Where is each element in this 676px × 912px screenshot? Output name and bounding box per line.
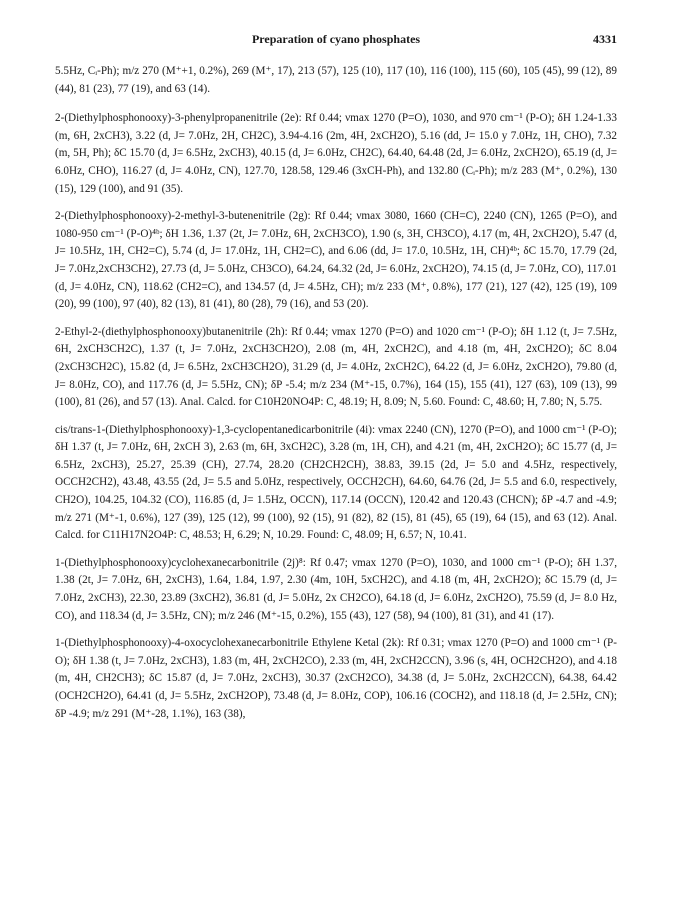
paragraph-compound-2k: 1-(Diethylphosphonooxy)-4-oxocyclohexanecarbonitrile Ethylene Ketal (2k): Rf 0.31; νmax 1270 (P=O) and 1000 cm⁻¹ (P-O); δH 1.38 (t, J= 7.0Hz, 2xCH3), 1.83 (m, 4H, 2xCH2CO), 2.33 (m, 4H, 2xCH2CCN), 3.96 (s, 4H, OCH2CH2O), and 4.18 (m, 4H, CH2CH3); δC 15.87 (d, J= 7.0Hz, 2xCH3), 30.37 (2xCH2CO), 34.38 (d, J= 5.0Hz, 2xCH2CCN), 64.38, 64.42 (OCH2CH2O), 64.41 (d, J= 5.5Hz, 2xCH2OP), 73.48 (d, J= 8.0Hz, COP), 106.16 (COCH2), and 118.18 (d, J= 2.5Hz, CN); δP -4.9; m/z 291 (M⁺-28, 1.1%), 163 (38), [55, 637, 617, 720]
paragraph-compound-2h: 2-Ethyl-2-(diethylphosphonooxy)butanenitrile (2h): Rf 0.44; νmax 1270 (P=O) and 1020 cm⁻¹ (P-O); δH 1.12 (t, J= 7.5Hz, 6H, 2xCH3CH2C), 1.37 (t, J= 7.0Hz, 2xCH3CH2O), 2.08 (m, 4H, 2xCH2C), and 4.18 (m, 4H, 2xCH2O); δC 8.04 (2xCH3CH2C), 15.82 (d, J= 6.5Hz, 2xCH3CH2O), 31.29 (d, J= 4.0Hz, 2xCH2C), 64.22 (d, J= 6.0Hz, 2xCH2O), 79.80 (d, J= 8.0Hz, CO), and 117.76 (d, J= 5.5Hz, CN); δP -5.4; m/z 234 (M⁺-15, 0.7%), 164 (15), 155 (41), 127 (63), 109 (13), 99 (100), 81 (26), and 57 (13). Anal. Calcd. for C10H20NO4P: C, 48.19; H, 8.09; N, 5.60. Found: C, 48.60; H, 7.80; N, 5.75. [55, 325, 617, 409]
paragraph-compound-2e: 2-(Diethylphosphonooxy)-3-phenylpropanenitrile (2e): Rf 0.44; νmax 1270 (P=O), 1030, and 970 cm⁻¹ (P-O); δH 1.24-1.33 (m, 6H, 2xCH3), 3.22 (d, J= 7.0Hz, 2H, CH2C), 3.94-4.16 (2m, 4H, 2xCH2O), 5.16 (dd, J= 15.0 y 7.0Hz, 1H, CHO), 7.32 (m, 5H, Ph); δC 15.70 (d, J= 6.5Hz, 2xCH3), 40.15 (d, J= 6.0Hz, CH2C), 64.40, 64.48 (2d, J= 6.0Hz, 2xCH2O), 65.19 (d, J= 6.0Hz, CHO), 116.27 (d, J= 4.0Hz, CN), 127.70, 128.58, 129.46 (3xCH-Ph), and 132.80 (Cᵢ-Ph); m/z 283 (M⁺, 0.2%), 130 (15), 129 (100), and 91 (35). [55, 112, 617, 195]
running-title: Preparation of cyano phosphates [251, 32, 421, 46]
paragraph-continued-data: 5.5Hz, Cᵢ-Ph); m/z 270 (M⁺+1, 0.2%), 269 (M⁺, 17), 213 (57), 125 (10), 117 (10), 116 (100), 115 (60), 105 (45), 99 (12), 89 (44), 81 (23), 77 (19), and 63 (14). [55, 65, 617, 95]
page-header [55, 32, 617, 50]
paragraph-compound-4i: cis/trans-1-(Diethylphosphonooxy)-1,3-cyclopentanedicarbonitrile (4i): νmax 2240 (CN), 1270 (P=O), and 1000 cm⁻¹ (P-O); δH 1.37 (t, J= 7.0Hz, 6H, 2xCH 3), 2.63 (m, 6H, 3xCH2C), 3.28 (m, 1H, CH), and 4.21 (m, 4H, 2xCH2O); δC 15.77 (d, J= 6.5Hz, 2xCH3), 25.27, 25.39 (CH), 27.74, 28.20 (CH2CH2CH), 38.83, 39.15 (2d, J= 5.0 and 4.5Hz, respectively, OCCH2CH2), 43.48, 43.55 (2d, J= 5.5 and 5.0Hz, respectively, OCCH2CH), 64.60, 64.76 (2d, J= 5.5 and 6.0, respectively, CH2O), 104.25, 104.32 (CO), 116.85 (d, J= 1.5Hz, OCCN), 117.14 (OCCN), 120.42 and 120.43 (CHCN); δP -4.7 and -4.9; m/z 271 (M⁺-1, 0.6%), 127 (39), 125 (12), 99 (100), 92 (15), 91 (82), 82 (15), 81 (45), 65 (19), 64 (15), and 63 (12). Anal. Calcd. for C11H17N2O4P: C, 48.53; H, 6.29; N, 10.29. Found: C, 48.09; H, 6.57; N, 10.41. [55, 423, 617, 542]
article-body [55, 63, 617, 733]
paragraph-compound-2g: 2-(Diethylphosphonooxy)-2-methyl-3-butenenitrile (2g): Rf 0.44; νmax 3080, 1660 (CH=C), 2240 (CN), 1265 (P=O), and 1080-950 cm⁻¹ (P-O)⁴ᵇ; δH 1.36, 1.37 (2t, J= 7.0Hz, 6H, 2xCH3CO), 1.90 (s, 3H, CH3CO), 4.17 (m, 4H, 2xCH2O), 5.47 (d, J= 10.5Hz, 1H, CH2=C), 5.74 (d, J= 17.0Hz, 1H, CH2=C), and 6.06 (dd, J= 17.0, 10.5Hz, 1H, CH)⁴ᵇ; δC 15.70, 17.79 (2d, J= 7.0Hz,2xCH3CH2), 27.73 (d, J= 5.0Hz, CH3CO), 64.24, 64.32 (2d, J= 6.0Hz, 2xCH2O), 74.15 (d, J= 7.0Hz, CO), 117.01 (d, J= 4.0Hz, CN), 118.62 (CH2=C), and 134.57 (d, J= 4.5Hz, CH); m/z 233 (M⁺, 0.8%), 177 (21), 127 (42), 125 (19), 109 (20), 99 (100), 97 (40), 82 (13), 81 (41), 80 (28), 79 (16), and 53 (20). [55, 210, 617, 311]
paragraph-compound-2j: 1-(Diethylphosphonooxy)cyclohexanecarbonitrile (2j)⁸: Rf 0.47; νmax 1270 (P=O), 1030, and 1000 cm⁻¹ (P-O); δH 1.37, 1.38 (2t, J= 7.0Hz, 6H, 2xCH3), 1.64, 1.84, 1.97, 2.30 (4m, 10H, 5xCH2C), and 4.18 (m, 4H, 2xCH2O); δC 15.79 (d, J= 7.0Hz, 2xCH3), 22.30, 23.89 (3xCH2), 36.81 (d, J= 5.0Hz, 2x CH2CO), 64.18 (d, J= 6.0Hz, 2xCH2O), 75.59 (d, J= 8.0 Hz, CO), and 118.34 (d, J= 3.5Hz, CN); m/z 246 (M⁺-15, 0.2%), 155 (43), 127 (58), 94 (100), 81 (31), and 41 (17). [55, 556, 617, 622]
page-number: 4331 [593, 32, 617, 46]
